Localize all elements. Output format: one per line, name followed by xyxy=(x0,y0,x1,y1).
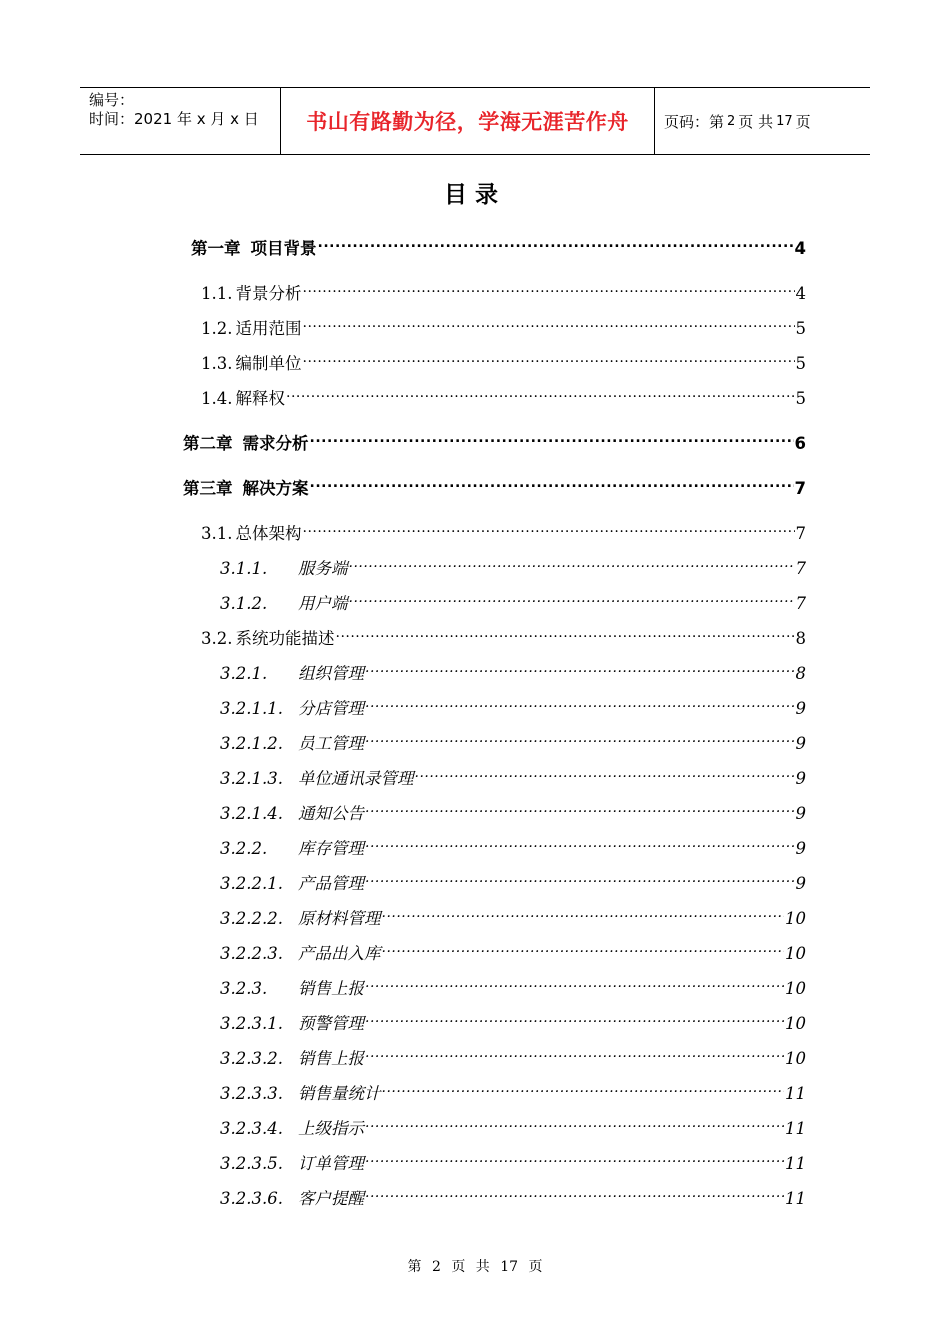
toc-entry-page: 10 xyxy=(785,1049,806,1068)
toc-entry-title: 客户提醒 xyxy=(298,1189,364,1208)
toc-entry-title: 系统功能描述 xyxy=(235,629,335,648)
toc-entry[interactable] xyxy=(183,425,806,453)
toc-entry[interactable] xyxy=(191,230,806,258)
toc-entry[interactable] xyxy=(220,585,806,613)
toc-dot-leader xyxy=(310,425,794,449)
toc-dot-leader xyxy=(303,515,795,539)
header-meta xyxy=(80,88,281,154)
toc-entry[interactable] xyxy=(183,470,806,498)
toc-entry-page: 5 xyxy=(795,389,806,408)
header-page-total: 17 xyxy=(776,113,793,129)
toc-entry-title: 总体架构 xyxy=(235,524,302,543)
toc-entry-number: 3.2.1.3. xyxy=(220,769,283,788)
toc-entry-number: 1.1. xyxy=(201,284,233,303)
header-page-number: 2 xyxy=(727,113,736,129)
toc-entry-page: 10 xyxy=(785,1014,806,1033)
toc-entry-page: 8 xyxy=(795,664,806,683)
toc-dot-leader xyxy=(365,725,795,749)
toc-entry[interactable] xyxy=(220,690,806,718)
footer-mid: 页 共 xyxy=(451,1259,490,1275)
toc-entry-number: 3.2.3.3. xyxy=(220,1084,283,1103)
toc-entry[interactable] xyxy=(201,515,806,543)
toc-entry-title: 分店管理 xyxy=(298,699,364,718)
footer-page-number: 2 xyxy=(431,1259,441,1275)
toc-entry[interactable] xyxy=(220,1005,806,1033)
toc-entry-title: 服务端 xyxy=(298,559,348,578)
toc-entry-title: 编制单位 xyxy=(235,354,302,373)
toc-entry[interactable] xyxy=(201,620,806,648)
toc-entry[interactable] xyxy=(220,1110,806,1138)
toc-entry-page: 11 xyxy=(785,1084,806,1103)
toc-entry[interactable] xyxy=(220,725,806,753)
toc-entry[interactable] xyxy=(220,900,806,928)
toc-dot-leader xyxy=(310,470,794,494)
toc-entry-number: 3.2. xyxy=(201,629,233,648)
toc-dot-leader xyxy=(365,795,795,819)
toc-entry[interactable] xyxy=(220,760,806,788)
toc-entry[interactable] xyxy=(220,1075,806,1103)
toc-entry-title: 订单管理 xyxy=(298,1154,364,1173)
toc-entry-number: 3.2.1.4. xyxy=(220,804,283,823)
footer-suffix: 页 xyxy=(528,1259,543,1275)
toc-entry-number: 1.4. xyxy=(201,389,233,408)
header-page-suffix: 页 xyxy=(795,112,811,131)
toc-entry[interactable] xyxy=(220,655,806,683)
toc-entry-title: 通知公告 xyxy=(298,804,364,823)
toc-dot-leader xyxy=(382,1075,785,1099)
toc-entry[interactable] xyxy=(201,275,806,303)
document-date-label: 时间：2021 年 x 月 x 日 xyxy=(89,110,259,128)
toc-entry-page: 4 xyxy=(795,284,806,303)
toc-entry-number: 3.2.1.2. xyxy=(220,734,283,753)
toc-entry-page: 11 xyxy=(785,1189,806,1208)
toc-entry-title: 产品出入库 xyxy=(298,944,381,963)
toc-entry-number: 第二章 xyxy=(183,434,233,453)
header-page-mid: 页 共 xyxy=(738,112,774,131)
toc-dot-leader xyxy=(365,655,795,679)
toc-entry-number: 3.2.3.6. xyxy=(220,1189,283,1208)
toc-entry-page: 9 xyxy=(795,734,806,753)
toc-entry-page: 5 xyxy=(795,319,806,338)
toc-entry[interactable] xyxy=(220,1145,806,1173)
toc-entry-title: 组织管理 xyxy=(298,664,364,683)
page-header xyxy=(80,87,870,155)
toc-dot-leader xyxy=(382,935,785,959)
toc-entry-number: 3.1.1. xyxy=(220,559,268,578)
toc-dot-leader xyxy=(365,1180,784,1204)
toc-entry-title: 背景分析 xyxy=(235,284,302,303)
toc-dot-leader xyxy=(365,1005,784,1029)
toc-entry-page: 11 xyxy=(785,1119,806,1138)
toc-entry-title: 原材料管理 xyxy=(298,909,381,928)
toc-dot-leader xyxy=(349,550,795,574)
toc-entry-number: 第一章 xyxy=(191,239,241,258)
footer-page-total: 17 xyxy=(500,1259,519,1275)
toc-entry-number: 3.2.1. xyxy=(220,664,268,683)
toc-entry-page: 7 xyxy=(795,559,806,578)
toc-entry-title: 销售量统计 xyxy=(298,1084,381,1103)
toc-entry-title: 员工管理 xyxy=(298,734,364,753)
toc-entry[interactable] xyxy=(220,830,806,858)
toc-entry[interactable] xyxy=(220,865,806,893)
toc-entry-title: 产品管理 xyxy=(298,874,364,893)
toc-entry-number: 3.2.3.5. xyxy=(220,1154,283,1173)
toc-dot-leader xyxy=(365,1145,784,1169)
toc-entry-page: 9 xyxy=(795,839,806,858)
toc-dot-leader xyxy=(349,585,795,609)
toc-dot-leader xyxy=(365,1110,784,1134)
toc-entry-number: 1.2. xyxy=(201,319,233,338)
toc-dot-leader xyxy=(303,275,795,299)
header-motto: 书山有路勤为径，学海无涯苦作舟 xyxy=(281,88,655,154)
toc-entry[interactable] xyxy=(220,1180,806,1208)
toc-dot-leader xyxy=(382,900,785,924)
toc-entry-title: 库存管理 xyxy=(298,839,364,858)
toc-entry-number: 3.2.3.4. xyxy=(220,1119,283,1138)
toc-entry-number: 3.2.2.2. xyxy=(220,909,283,928)
header-page-prefix: 页码：第 xyxy=(664,112,725,131)
toc-entry-number: 3.2.3. xyxy=(220,979,268,998)
toc-dot-leader xyxy=(365,690,795,714)
footer-prefix: 第 xyxy=(407,1259,422,1275)
toc-entry-title: 用户端 xyxy=(298,594,348,613)
toc-entry-number: 3.2.2. xyxy=(220,839,268,858)
toc-entry-number: 3.2.3.1. xyxy=(220,1014,283,1033)
toc-entry[interactable] xyxy=(220,935,806,963)
toc-entry-title: 预警管理 xyxy=(298,1014,364,1033)
toc-entry[interactable] xyxy=(220,795,806,823)
toc-entry-title: 单位通讯录管理 xyxy=(298,769,414,788)
toc-dot-leader xyxy=(303,345,795,369)
toc-entry-number: 第三章 xyxy=(183,479,233,498)
toc-entry-title: 销售上报 xyxy=(298,979,364,998)
toc-entry-page: 6 xyxy=(794,434,806,453)
toc-entry-number: 3.1. xyxy=(201,524,233,543)
toc-entry-title: 上级指示 xyxy=(298,1119,364,1138)
toc-dot-leader xyxy=(365,970,784,994)
toc-entry-page: 9 xyxy=(795,769,806,788)
toc-entry-title: 适用范围 xyxy=(235,319,302,338)
toc-entry-number: 3.2.2.1. xyxy=(220,874,283,893)
toc-entry[interactable] xyxy=(220,550,806,578)
page-footer xyxy=(0,1256,950,1276)
toc-entry-title: 项目背景 xyxy=(250,239,317,258)
header-page-info xyxy=(655,88,870,154)
toc-entry-page: 10 xyxy=(785,979,806,998)
toc-dot-leader xyxy=(415,760,795,784)
toc-entry-page: 11 xyxy=(785,1154,806,1173)
toc-entry-page: 4 xyxy=(794,239,806,258)
toc-dot-leader xyxy=(365,865,795,889)
toc-dot-leader xyxy=(286,380,795,404)
toc-dot-leader xyxy=(365,1040,784,1064)
toc-entry[interactable] xyxy=(201,345,806,373)
toc-entry-number: 3.2.3.2. xyxy=(220,1049,283,1068)
toc-dot-leader xyxy=(318,230,794,254)
toc-entry-page: 9 xyxy=(795,874,806,893)
toc-entry[interactable] xyxy=(220,970,806,998)
toc-entry-number: 1.3. xyxy=(201,354,233,373)
toc-entry-number: 3.1.2. xyxy=(220,594,268,613)
toc-entry-page: 8 xyxy=(795,629,806,648)
toc-entry-title: 销售上报 xyxy=(298,1049,364,1068)
toc-dot-leader xyxy=(303,310,795,334)
toc-title: 目录 xyxy=(444,182,506,208)
toc-entry-title: 解释权 xyxy=(235,389,285,408)
document-number-label: 编号： xyxy=(89,91,135,109)
toc-entry-page: 9 xyxy=(795,804,806,823)
toc-entry[interactable] xyxy=(201,380,806,408)
toc-dot-leader xyxy=(365,830,795,854)
toc-dot-leader xyxy=(336,620,795,644)
toc-entry[interactable] xyxy=(220,1040,806,1068)
toc-entry-page: 7 xyxy=(795,524,806,543)
toc-entry-page: 10 xyxy=(785,909,806,928)
toc-entry-page: 7 xyxy=(795,594,806,613)
toc-entry-number: 3.2.1.1. xyxy=(220,699,283,718)
toc-entry[interactable] xyxy=(201,310,806,338)
toc-entry-page: 9 xyxy=(795,699,806,718)
toc-entry-number: 3.2.2.3. xyxy=(220,944,283,963)
toc-entry-title: 需求分析 xyxy=(242,434,309,453)
toc-entry-page: 5 xyxy=(795,354,806,373)
toc-entry-page: 7 xyxy=(794,479,806,498)
toc-entry-page: 10 xyxy=(785,944,806,963)
toc-entry-title: 解决方案 xyxy=(242,479,309,498)
